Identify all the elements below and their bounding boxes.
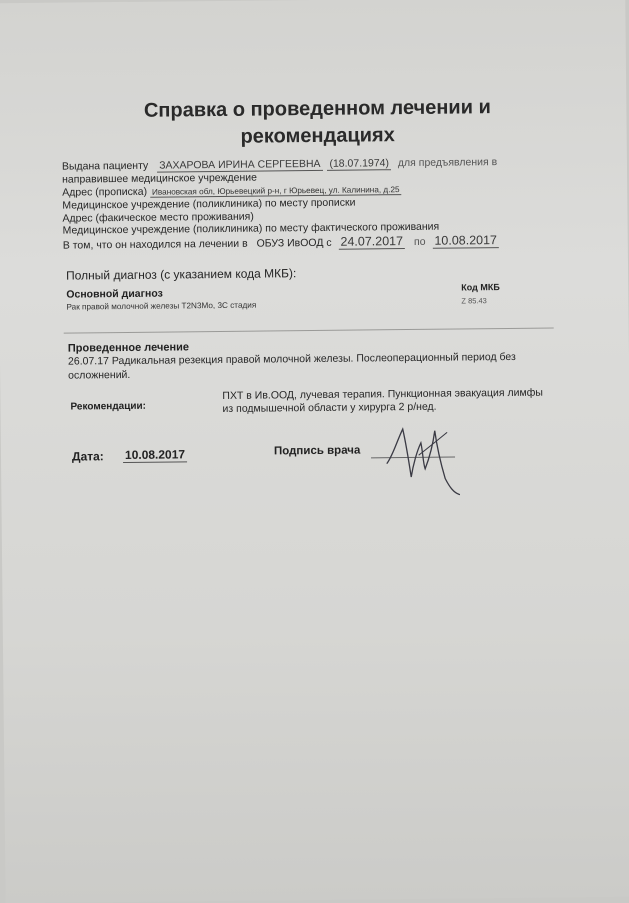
patient-dob: (18.07.1974)	[327, 157, 391, 171]
issued-line-2: направившее медицинское учреждение	[62, 171, 258, 186]
date-label: Дата:	[71, 449, 104, 464]
doctor-signature	[379, 418, 470, 499]
issued-suffix: для предъявления в	[397, 156, 498, 170]
issued-line	[62, 156, 497, 173]
full-diagnosis-heading: Полный диагноз (с указанием кода МКБ):	[66, 266, 297, 283]
recommendations-line-2: из подмышечной области у хирурга 2 р/нед.	[222, 400, 437, 415]
date-from: 24.07.2017	[338, 234, 405, 250]
date-to: 10.08.2017	[432, 233, 499, 249]
date-value: 10.08.2017	[123, 447, 187, 463]
address-value: Ивановская обл, Юрьевецкий р-н, г Юрьевец, ул. Калинина, д.25	[150, 185, 402, 198]
title-line-2: рекомендациях	[240, 124, 395, 148]
section-divider	[64, 327, 554, 333]
icd-code: Z 85.43	[461, 296, 487, 306]
main-diagnosis-text: Рак правой молочной железы T2N3Mo, 3С стадия	[66, 300, 257, 312]
address-label: Адрес (прописка)	[62, 185, 148, 199]
main-diagnosis-label: Основной диагноз	[66, 287, 163, 301]
document-title	[57, 93, 578, 152]
to-word: по	[413, 235, 426, 248]
title-line-1: Справка о проведенном лечении и	[143, 96, 491, 122]
icd-label: Код МКБ	[461, 282, 500, 293]
issued-prefix: Выдана пациенту	[61, 159, 149, 173]
clinic-actual: Медицинское учреждение (поликлиника) по месту фактического проживания	[62, 220, 440, 237]
treatment-line-2: осложнений.	[68, 368, 131, 382]
patient-name: ЗАХАРОВА ИРИНА СЕРГЕЕВНА	[157, 158, 322, 173]
actual-address-label: Адрес (факическое место проживания)	[62, 210, 254, 225]
recommendations-line-1: ПХТ в Ив.ООД, лучевая терапия. Пункционная эвакуация лимфы	[222, 386, 543, 402]
treatment-heading: Проведенное лечение	[67, 341, 190, 355]
treatment-prefix: В том, что он находился на лечении в	[62, 237, 248, 252]
clinic-registration: Медицинское учреждение (поликлиника) по месту прописки	[62, 196, 356, 212]
signature-label: Подпись врача	[273, 444, 361, 458]
treatment-line-1: 26.07.17 Радикальная резекция правой молочной железы. Послеоперационный период без	[67, 350, 516, 368]
hospital-name: ОБУЗ ИвООД с	[256, 236, 332, 250]
recommendations-label: Рекомендации:	[70, 400, 147, 413]
